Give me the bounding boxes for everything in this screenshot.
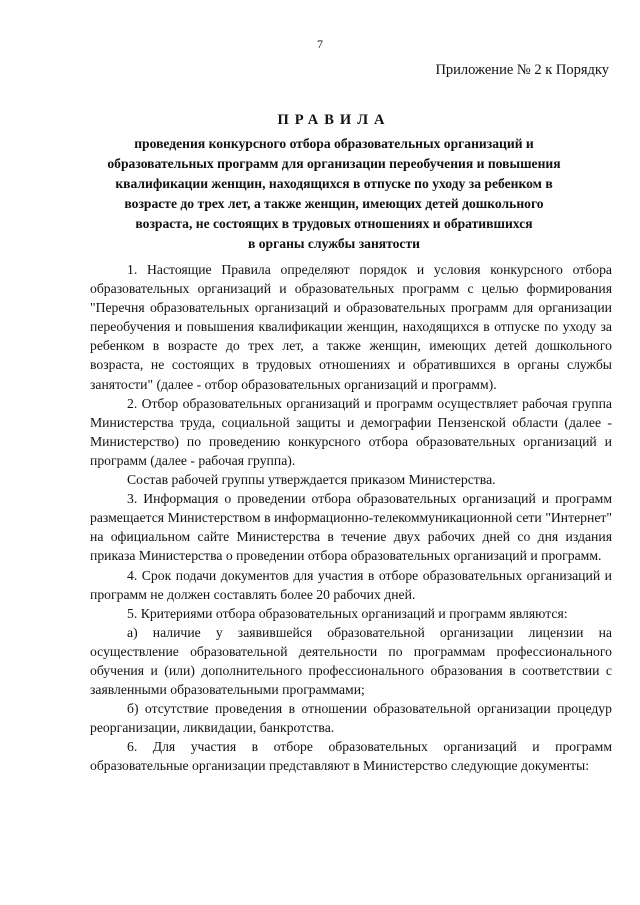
paragraph-5b: б) отсутствие проведения в отношении образовательной организации процедур реорганизации, ликвидации, банкротства. bbox=[90, 701, 612, 736]
paragraph-5: 5. Критериями отбора образовательных организаций и программ являются: bbox=[127, 605, 568, 621]
page-number: 7 bbox=[317, 37, 323, 51]
subtitle-line: проведения конкурсного отбора образовательных организаций и bbox=[134, 136, 534, 151]
subtitle-line: возраста, не состоящих в трудовых отношениях и обратившихся bbox=[135, 216, 533, 231]
appendix-reference: Приложение № 2 к Порядку bbox=[435, 62, 609, 78]
paragraph-3: 3. Информация о проведении отбора образовательных организаций и программ размещается Министерством в информационно-телекоммуникационной сети "Интернет" на официальном сайте Министерства в течение двух рабочих дней со дня издания приказа Министерства о проведении отбора образовательных организаций и программ. bbox=[90, 491, 612, 564]
subtitle-line: квалификации женщин, находящихся в отпуске по уходу за ребенком в bbox=[115, 176, 553, 191]
paragraph-2-note: Состав рабочей группы утверждается приказом Министерства. bbox=[127, 472, 496, 488]
paragraph-4: 4. Срок подачи документов для участия в отборе образовательных организаций и программ не должен составлять более 20 рабочих дней. bbox=[90, 567, 612, 602]
paragraph-2: 2. Отбор образовательных организаций и программ осуществляет рабочая группа Министерства труда, социальной защиты и демографии Пензенской области (далее - Министерство) по проведению конкурсного отбора образовательных организаций и программ (далее - рабочая группа). bbox=[90, 395, 612, 468]
subtitle-line: возрасте до трех лет, а также женщин, имеющих детей дошкольного bbox=[124, 196, 544, 211]
subtitle-line: образовательных программ для организации переобучения и повышения bbox=[107, 156, 561, 171]
paragraph-6: 6. Для участия в отборе образовательных организаций и программ образовательные организации представляют в Министерство следующие документы: bbox=[90, 739, 612, 774]
paragraph-1: 1. Настоящие Правила определяют порядок и условия конкурсного отбора образовательных организаций и образовательных программ с целью формирования "Перечня образовательных организаций и образовательных программ для организации переобучения и повышения квалификации женщин, находящихся в отпуске по уходу за ребенком в возрасте до трех лет, а также женщин, имеющих детей дошкольного возраста, не состоящих в трудовых отношениях и обратившихся в органы службы занятости" (далее - отбор образовательных организаций и программ). bbox=[90, 262, 612, 392]
subtitle-line: в органы службы занятости bbox=[248, 236, 420, 251]
paragraph-5a: а) наличие у заявившейся образовательной организации лицензии на осуществление образовательной деятельности по программам профессионального обучения и (или) дополнительного профессионального образования в соответствии с заявленными образовательными программами; bbox=[90, 624, 612, 698]
document-body bbox=[90, 260, 612, 776]
document-header bbox=[60, 110, 608, 254]
document-title: ПРАВИЛА bbox=[277, 112, 391, 128]
